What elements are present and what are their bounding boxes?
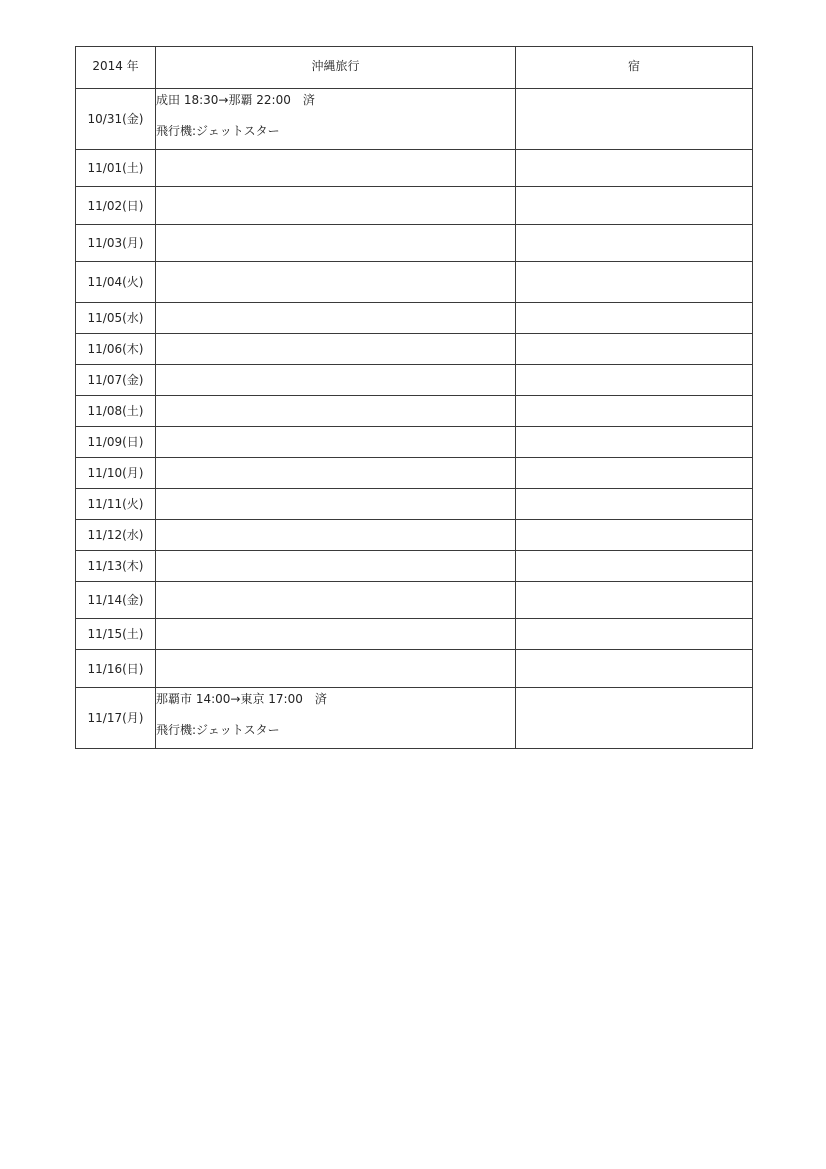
row-plan — [156, 650, 516, 688]
table-row — [76, 458, 753, 489]
row-inn — [516, 334, 753, 365]
row-plan — [156, 427, 516, 458]
row-plan — [156, 89, 516, 150]
table-row — [76, 551, 753, 582]
row-date: 11/10(月) — [76, 458, 156, 489]
row-date: 11/06(木) — [76, 334, 156, 365]
row-inn — [516, 688, 753, 749]
row-inn — [516, 150, 753, 187]
row-plan — [156, 334, 516, 365]
row-date: 11/11(火) — [76, 489, 156, 520]
plan-flight: 那覇市 14:00→東京 17:00 済 — [156, 692, 327, 706]
row-plan — [156, 262, 516, 303]
header-year: 2014 年 — [76, 47, 156, 89]
row-inn — [516, 225, 753, 262]
row-inn — [516, 582, 753, 619]
table-row — [76, 262, 753, 303]
row-plan — [156, 396, 516, 427]
row-plan — [156, 619, 516, 650]
plan-airline: 飛行機:ジェットスター — [156, 723, 280, 737]
row-inn — [516, 396, 753, 427]
row-plan — [156, 458, 516, 489]
row-date: 11/16(日) — [76, 650, 156, 688]
row-inn — [516, 551, 753, 582]
table-row — [76, 427, 753, 458]
row-plan — [156, 365, 516, 396]
row-date: 11/07(金) — [76, 365, 156, 396]
table-row — [76, 89, 753, 150]
row-inn — [516, 458, 753, 489]
row-plan — [156, 489, 516, 520]
row-inn — [516, 520, 753, 551]
row-date: 11/15(土) — [76, 619, 156, 650]
row-date: 11/09(日) — [76, 427, 156, 458]
plan-flight: 成田 18:30→那覇 22:00 済 — [156, 93, 315, 107]
row-plan — [156, 582, 516, 619]
row-plan — [156, 150, 516, 187]
row-plan — [156, 520, 516, 551]
table-row — [76, 520, 753, 551]
row-date: 11/14(金) — [76, 582, 156, 619]
table-row — [76, 303, 753, 334]
row-date: 11/03(月) — [76, 225, 156, 262]
row-date: 11/13(木) — [76, 551, 156, 582]
row-inn — [516, 619, 753, 650]
row-date: 10/31(金) — [76, 89, 156, 150]
row-inn — [516, 303, 753, 334]
row-date: 11/02(日) — [76, 187, 156, 225]
table-header-row — [76, 47, 753, 89]
row-inn — [516, 365, 753, 396]
row-date: 11/17(月) — [76, 688, 156, 749]
plan-airline: 飛行機:ジェットスター — [156, 124, 280, 138]
table-row — [76, 225, 753, 262]
row-inn — [516, 89, 753, 150]
row-date: 11/12(水) — [76, 520, 156, 551]
row-plan — [156, 303, 516, 334]
row-plan — [156, 225, 516, 262]
table-row — [76, 365, 753, 396]
row-plan — [156, 688, 516, 749]
row-date: 11/01(土) — [76, 150, 156, 187]
table-row — [76, 334, 753, 365]
row-inn — [516, 489, 753, 520]
table-row — [76, 650, 753, 688]
row-inn — [516, 427, 753, 458]
table-row — [76, 489, 753, 520]
table-row — [76, 619, 753, 650]
row-inn — [516, 650, 753, 688]
travel-schedule-table — [75, 46, 753, 749]
table-row — [76, 582, 753, 619]
row-date: 11/05(水) — [76, 303, 156, 334]
header-inn: 宿 — [516, 47, 753, 89]
row-date: 11/08(土) — [76, 396, 156, 427]
row-inn — [516, 187, 753, 225]
table-row — [76, 150, 753, 187]
table-row — [76, 187, 753, 225]
header-plan: 沖縄旅行 — [156, 47, 516, 89]
row-inn — [516, 262, 753, 303]
row-plan — [156, 187, 516, 225]
table-row — [76, 688, 753, 749]
table-row — [76, 396, 753, 427]
row-date: 11/04(火) — [76, 262, 156, 303]
row-plan — [156, 551, 516, 582]
